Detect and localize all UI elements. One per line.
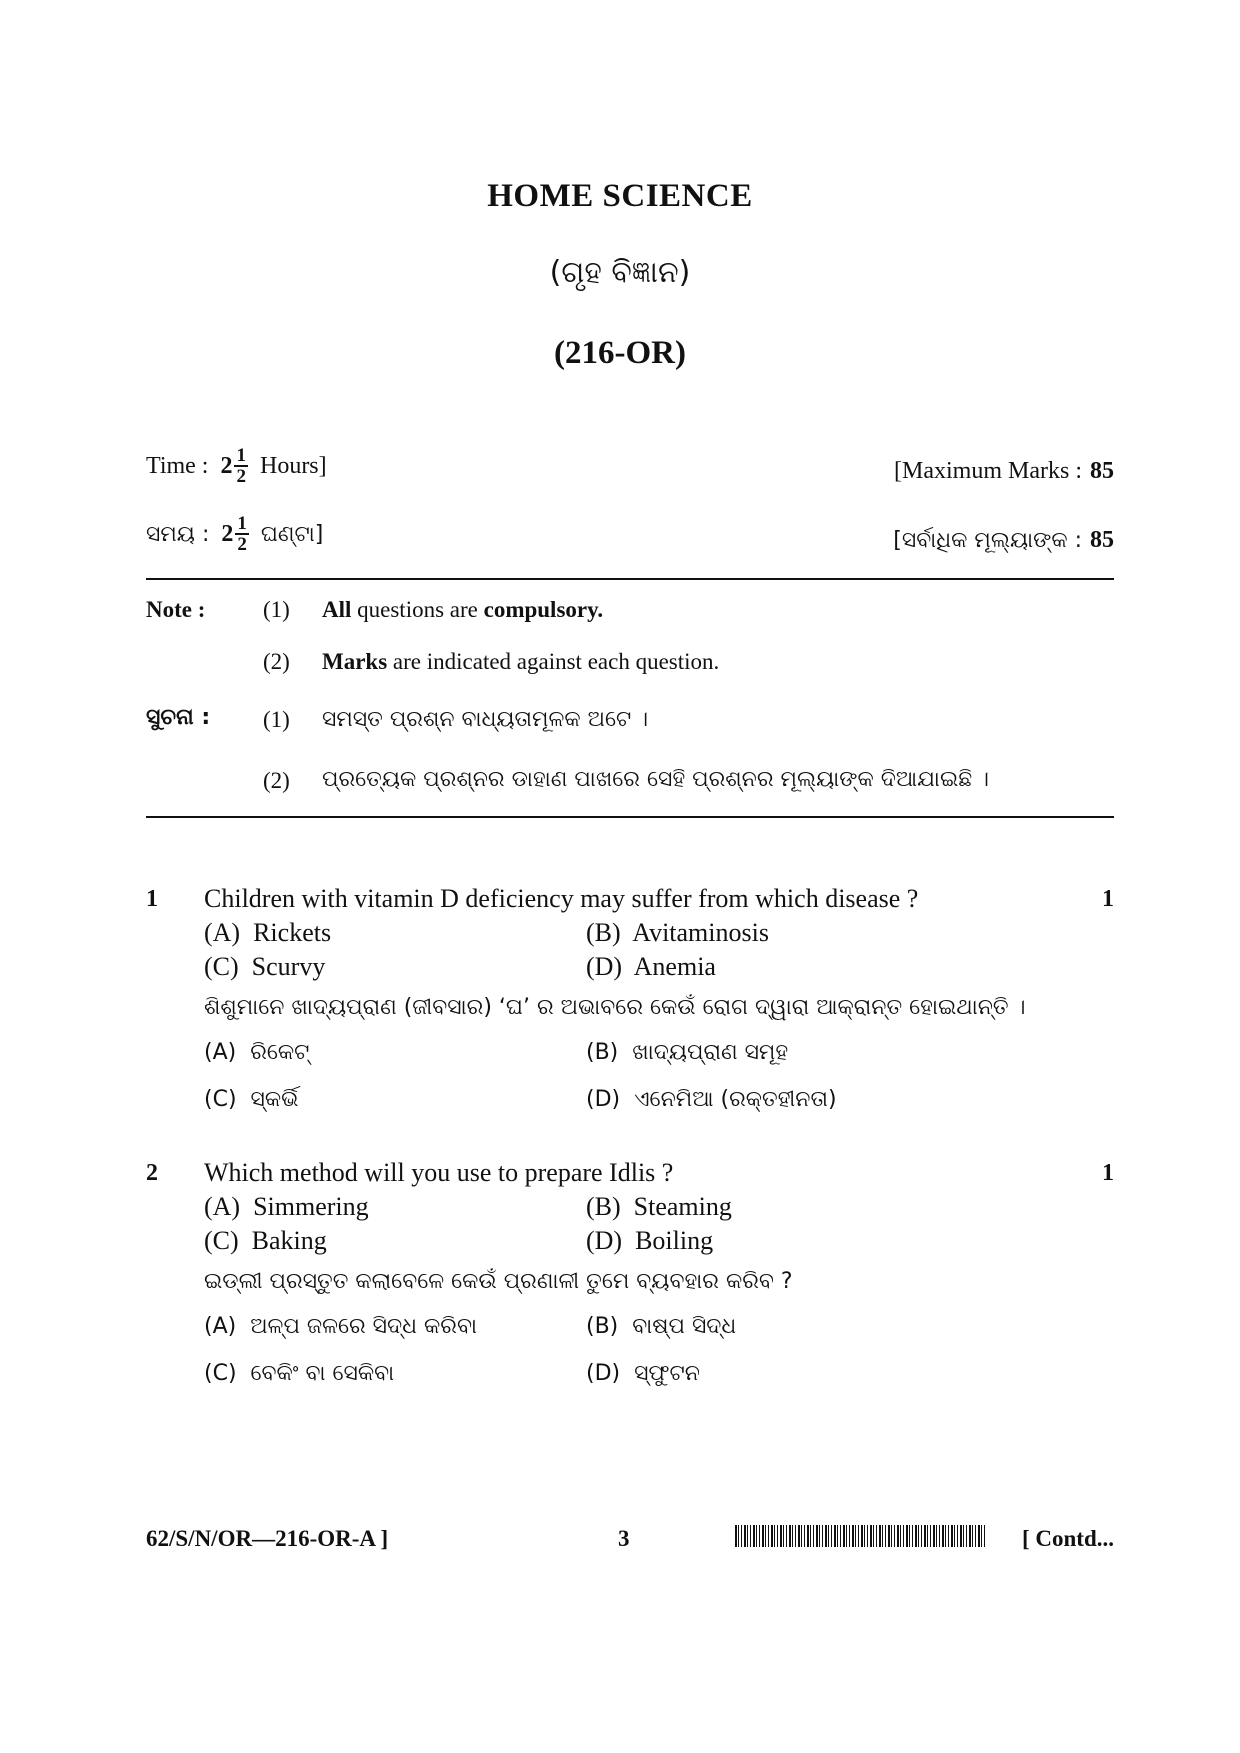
divider-top xyxy=(146,578,1114,580)
note-2-text xyxy=(322,649,719,675)
time-line xyxy=(146,446,327,486)
question-1-option-c-odia: (C) ସ୍କର୍ଭି xyxy=(204,1087,299,1112)
question-2-text: Which method will you use to prepare Idlis ? xyxy=(204,1158,674,1187)
question-2-option-a-odia: (A) ଅଳ୍ପ ଜଳରେ ସିଦ୍ଧ କରିବା xyxy=(204,1314,477,1339)
time-line-odia xyxy=(146,514,323,554)
footer-paper-code: 62/S/N/OR—216-OR-A ] xyxy=(146,1526,389,1551)
question-2-option-c-odia: (C) ବେକିଂ ବା ସେକିବା xyxy=(204,1361,395,1386)
question-2-option-c: (C) Baking xyxy=(204,1226,327,1255)
time-fraction-num: 1 xyxy=(236,445,246,466)
subject-code: (216-OR) xyxy=(554,335,686,371)
page-title: HOME SCIENCE xyxy=(487,178,753,214)
question-1-option-d-odia: (D) ଏନେମିଆ (ରକ୍ତହୀନତା) xyxy=(586,1087,837,1112)
note-1-num: (1) xyxy=(263,597,290,622)
note-2-bold-marks: Marks xyxy=(322,649,388,674)
max-marks-line xyxy=(894,458,1114,485)
note-2-num: (2) xyxy=(263,649,290,674)
barcode-image xyxy=(735,1525,985,1547)
max-marks-value-odia: 85 xyxy=(1090,527,1114,553)
question-1-option-b-odia: (B) ଖାଦ୍ୟପ୍ରାଣ ସମୂହ xyxy=(586,1040,789,1065)
question-1-text: Children with vitamin D deficiency may suffer from which disease ? xyxy=(204,884,919,913)
footer-contd: [ Contd... xyxy=(1021,1526,1114,1551)
question-1-option-a-odia: (A) ରିକେଟ୍ xyxy=(204,1040,310,1065)
question-1-text-odia: ଶିଶୁମାନେ ଖାଦ୍ୟପ୍ରାଣ (ଜୀବସାର) ‘ଘ’ ର ଅଭାବରେ କେଉଁ ରୋଗ ଦ୍ୱାରା ଆକ୍ରାନ୍ତ ହୋଇଥାନ୍ତି । xyxy=(204,995,1026,1020)
note-odia-1-text: ସମସ୍ତ ପ୍ରଶ୍ନ ବାଧ୍ୟତାମୂଳକ ଅଟେ । xyxy=(322,707,649,732)
time-fraction-odia xyxy=(235,514,249,554)
max-marks-label: [Maximum Marks : xyxy=(894,458,1082,484)
divider-bottom xyxy=(146,816,1114,818)
note-odia-1-num: (1) xyxy=(263,707,290,732)
question-2-text-odia: ଇଡ୍ଲୀ ପ୍ରସ୍ତୁତ କଲାବେଳେ କେଉଁ ପ୍ରଣାଳୀ ତୁମେ ବ୍ୟବହାର କରିବ ? xyxy=(204,1269,793,1294)
note-1-bold-all: All xyxy=(322,597,352,622)
time-whole-odia: 2 xyxy=(221,520,234,547)
max-marks-label-odia: [ସର୍ବାଧିକ ମୂଲ୍ୟାଙ୍କ : xyxy=(893,528,1082,553)
max-marks-value: 85 xyxy=(1090,458,1114,484)
note-2-rest: are indicated against each question. xyxy=(387,649,720,674)
question-1-number: 1 xyxy=(146,886,158,912)
time-label: Time : xyxy=(146,452,209,479)
question-2-option-a: (A) Simmering xyxy=(204,1192,369,1221)
question-1-option-c: (C) Scurvy xyxy=(204,952,326,981)
time-unit-odia: ଘଣ୍ଟା] xyxy=(260,521,324,547)
page-subtitle-odia: (ଗୃହ ବିଜ୍ଞାନ) xyxy=(549,255,691,290)
time-fraction-den-odia: 2 xyxy=(237,534,247,555)
note-odia-2-text: ପ୍ରତ୍ୟେକ ପ୍ରଶ୍ନର ଡାହାଣ ପାଖରେ ସେହି ପ୍ରଶ୍ନର ମୂଲ୍ୟାଙ୍କ ଦିଆଯାଇଛି । xyxy=(322,767,990,792)
time-unit: Hours] xyxy=(259,452,327,479)
note-label-odia: ସୁଚନା : xyxy=(146,705,211,730)
time-fraction-den: 2 xyxy=(236,466,246,487)
note-label: Note : xyxy=(146,597,206,622)
question-1-option-a: (A) Rickets xyxy=(204,918,332,947)
question-2-option-d-odia: (D) ସ୍ଫୁଟନ xyxy=(586,1361,700,1386)
note-1-text xyxy=(322,597,603,623)
question-1-option-d: (D) Anemia xyxy=(586,952,716,981)
time-fraction-num-odia: 1 xyxy=(237,513,247,534)
question-2-option-d: (D) Boiling xyxy=(586,1226,714,1255)
footer-page-number: 3 xyxy=(618,1526,630,1551)
question-1-marks: 1 xyxy=(1102,886,1114,912)
question-2-number: 2 xyxy=(146,1160,158,1186)
note-1-bold-compulsory: compulsory. xyxy=(483,597,604,622)
time-fraction xyxy=(234,446,248,486)
question-2-option-b-odia: (B) ବାଷ୍ପ ସିଦ୍ଧ xyxy=(586,1314,737,1339)
time-whole: 2 xyxy=(220,452,233,479)
question-2-option-b: (B) Steaming xyxy=(586,1192,732,1221)
time-label-odia: ସମୟ : xyxy=(146,521,210,547)
max-marks-line-odia xyxy=(893,527,1114,554)
question-1-option-b: (B) Avitaminosis xyxy=(586,918,769,947)
note-1-mid: questions are xyxy=(351,597,484,622)
question-2-marks: 1 xyxy=(1102,1160,1114,1186)
note-odia-2-num: (2) xyxy=(263,768,290,793)
